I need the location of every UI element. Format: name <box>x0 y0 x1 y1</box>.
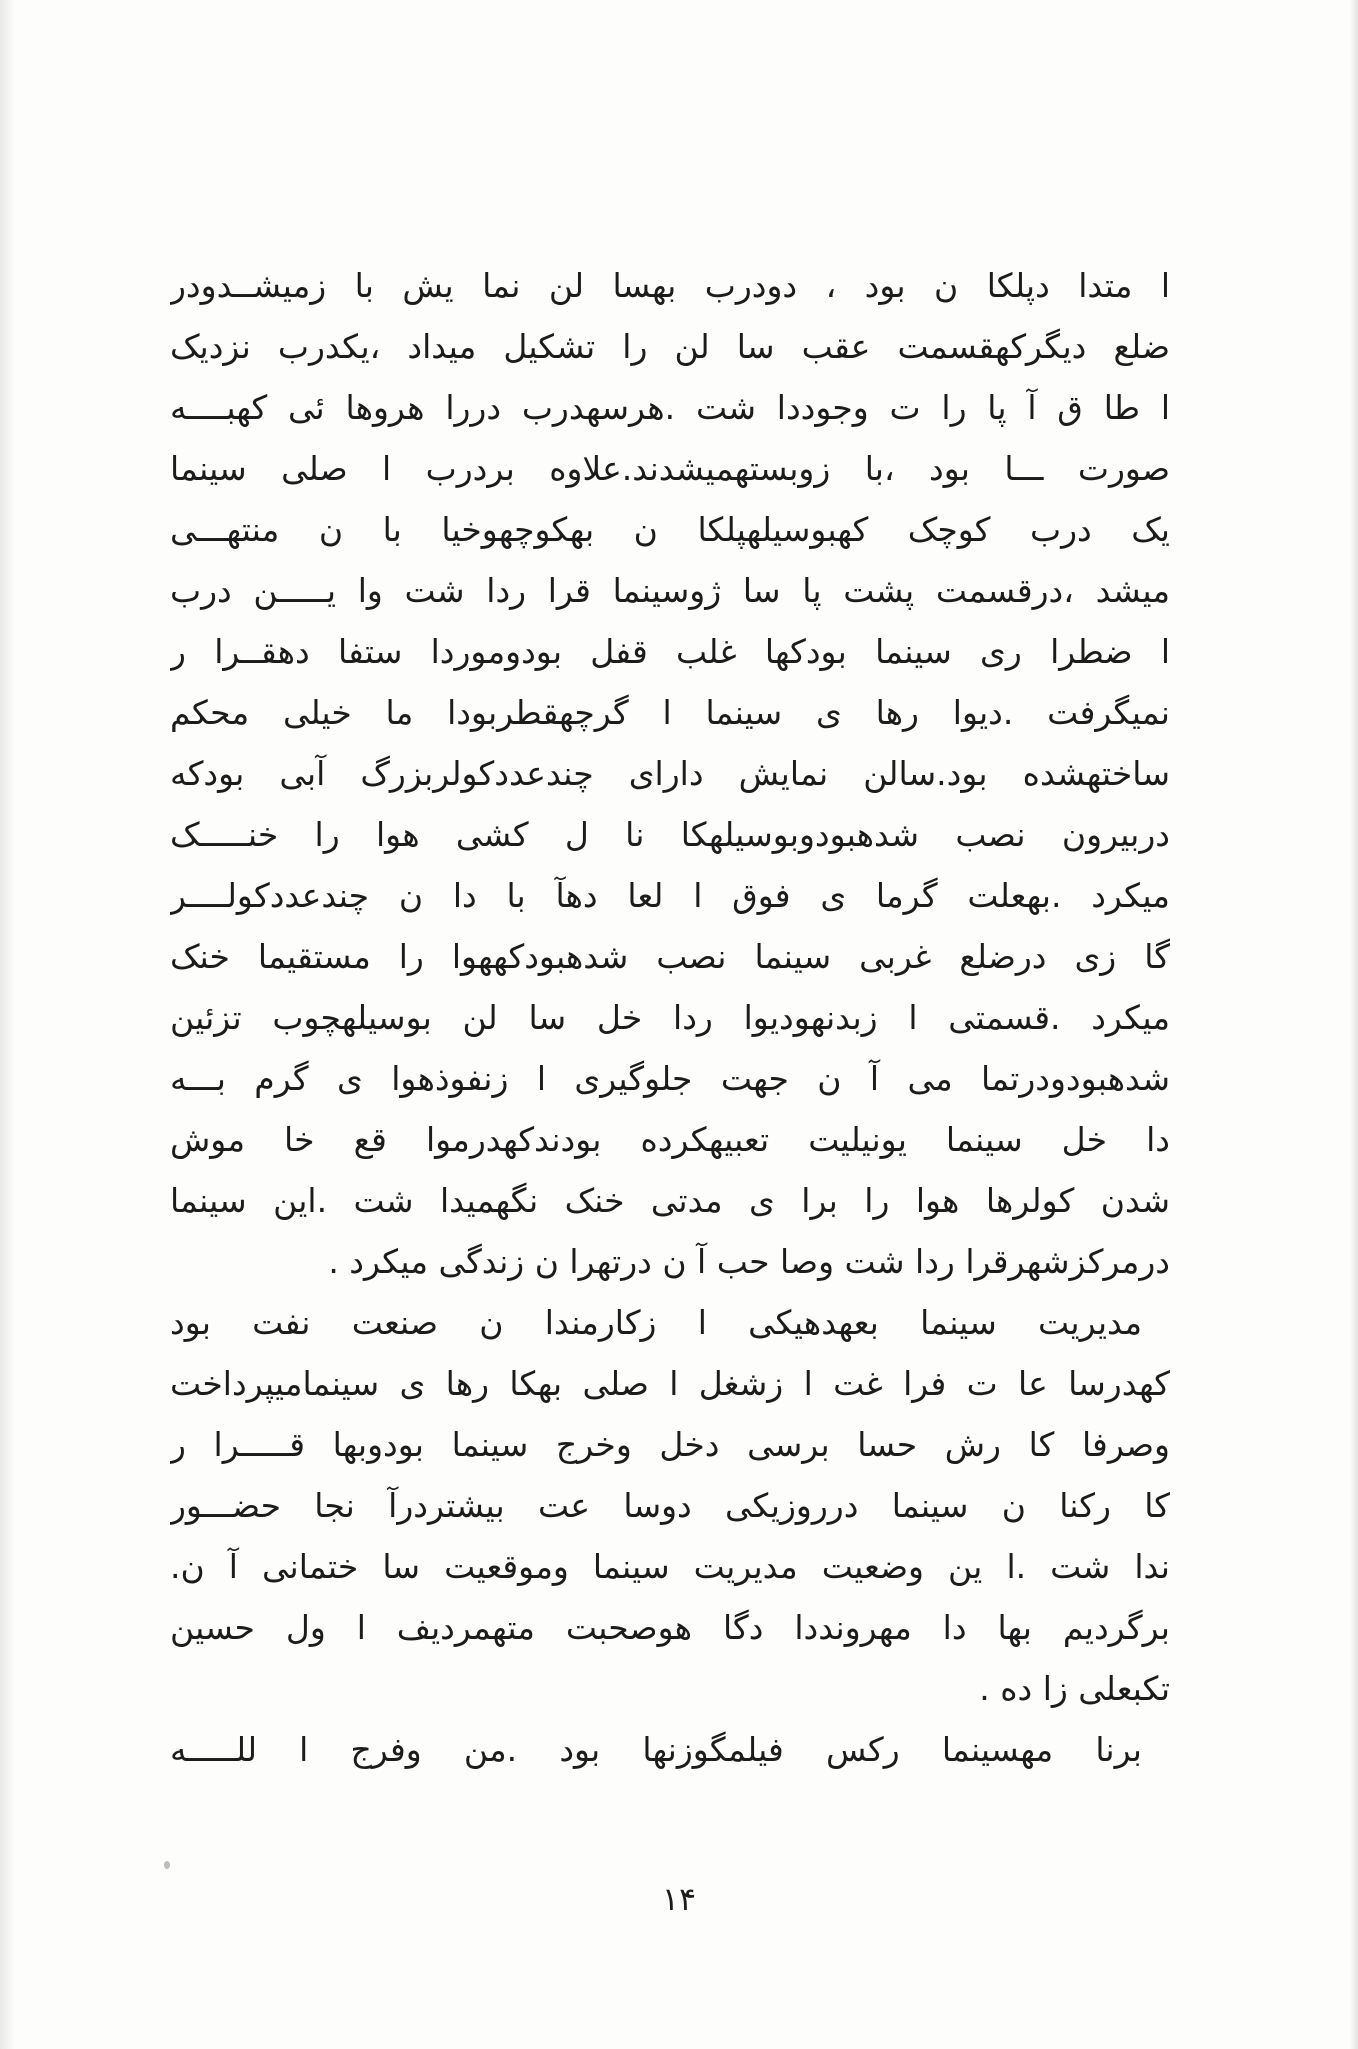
text-line: شدهبودودرتما می آ ن جهت جلوگیری ا زنفوذهوا ی گرم بـــه <box>170 1059 1170 1098</box>
text-line: دربیرون نصب شدهبودوبوسیلهکا نا ل کشی هوا را خنـــــک <box>170 815 1170 854</box>
body-text <box>170 255 1170 1780</box>
text-line: کا رکنا ن سینما درروزیکی دوسا عت بیشتردرآ نجا حضـــور <box>170 1486 1170 1525</box>
text-line: صورت ـــا بود ،با زوبستهمیشدند.علاوه بردرب ا صلی سینما <box>170 449 1170 488</box>
text-line: تکبعلی زا ده . <box>979 1669 1170 1708</box>
text-line: ساختهشده بود.سالن نمایش دارای چندعددکولربزرگ آبی بودکه <box>170 754 1170 793</box>
text-line: شدن کولرها هوا را برا ی مدتی خنک نگهمیدا شت .این سینما <box>170 1181 1170 1220</box>
scan-shadow-right <box>1350 0 1358 2049</box>
text-line: برنا مهسینما رکس فیلمگوزنها بود .من وفرج ا للـــــه <box>170 1730 1142 1769</box>
text-line: ا متدا دپلکا ن بود ، دودرب بهسا لن نما یش با زمیشــدودر <box>170 266 1170 305</box>
text-line: دا خل سینما یونیلیت تعبیهکرده بودندکهدرموا قع خا موش <box>170 1120 1170 1159</box>
text-line: گا زی درضلع غربی سینما نصب شدهبودکههوا را مستقیما خنک <box>170 937 1170 976</box>
text-line: کهدرسا عا ت فرا غت ا زشغل ا صلی بهکا رها ی سینمامیپرداخت <box>170 1364 1170 1403</box>
text-line: میکرد .بهعلت گرما ی فوق ا لعا دهآ با دا ن چندعددکولــــر <box>170 876 1170 915</box>
scan-shadow-left <box>0 0 14 2049</box>
text-line: ا ضطرا ری سینما بودکها غلب قفل بودوموردا ستفا دهقــرا ر <box>170 632 1170 671</box>
text-line: وصرفا کا رش حسا برسی دخل وخرج سینما بودوبها قـــــرا ر <box>170 1425 1170 1464</box>
text-line: مدیریت سینما بعهدهیکی ا زکارمندا ن صنعت نفت بود <box>170 1303 1142 1342</box>
text-line: برگردیم بها دا مهرونددا دگا هوصحبت متهمردیف ا ول حسین <box>170 1608 1170 1647</box>
page-number: ۱۴ <box>661 1880 697 1918</box>
text-line: ا طا ق آ پا را ت وجوددا شت .هرسهدرب دررا هروها ئی کهبــــه <box>170 388 1170 427</box>
text-line: درمرکزشهرقرا ردا شت وصا حب آ ن درتهرا ن زندگی میکرد . <box>328 1242 1170 1281</box>
text-line: ضلع دیگرکهقسمت عقب سا لن را تشکیل میداد ،یکدرب نزدیک <box>170 327 1170 366</box>
text-line: ندا شت .ا ین وضعیت مدیریت سینما وموقعیت سا ختمانی آ ن. <box>170 1547 1170 1586</box>
text-line: نمیگرفت .دیوا رها ی سینما ا گرچهقطربودا ما خیلی محکم <box>170 693 1170 732</box>
text-line: میکرد .قسمتی ا زبدنهودیوا ردا خل سا لن بوسیلهچوب تزئین <box>170 998 1170 1037</box>
scan-speck <box>164 1861 170 1869</box>
text-line: میشد ،درقسمت پشت پا سا ژوسینما قرا ردا شت وا یـــــن درب <box>170 571 1170 610</box>
text-line: یک درب کوچک کهبوسیلهپلکا ن بهکوچهوخیا با ن منتهـــی <box>170 510 1170 549</box>
